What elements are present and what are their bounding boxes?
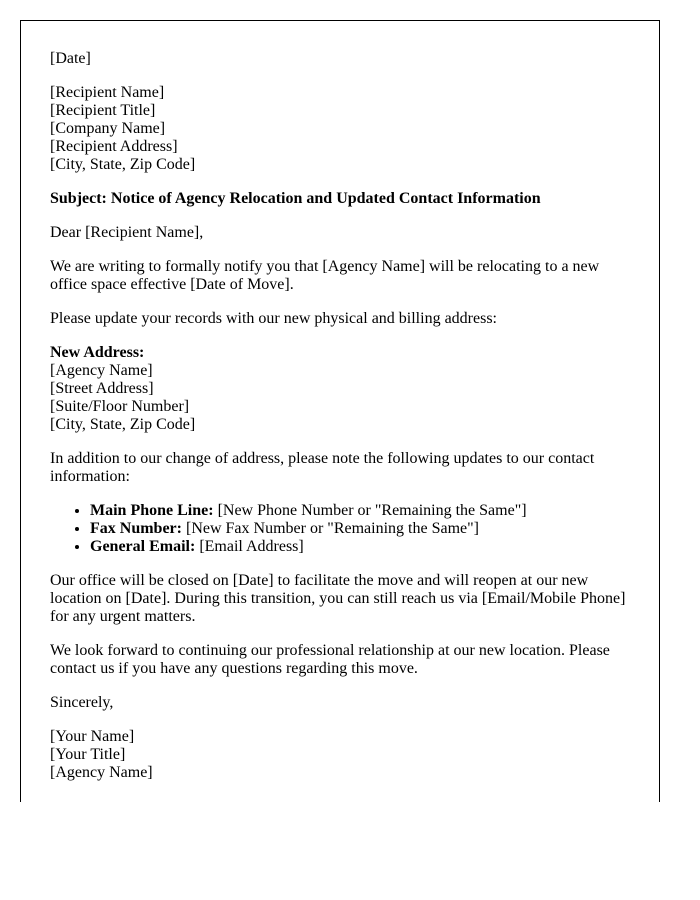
letter-date: [Date] <box>50 50 91 67</box>
recipient-company: [Company Name] <box>50 120 166 137</box>
intro-paragraph: We are writing to formally notify you that [Agency Name] will be relocating to a new office space effective [Date of Move]. <box>50 258 600 293</box>
update-request-paragraph: Please update your records with our new physical and billing address: <box>50 310 497 327</box>
contact-item-label: Fax Number: <box>90 520 182 537</box>
contact-item-fax <box>90 520 640 538</box>
new-address-suite: [Suite/Floor Number] <box>50 398 190 415</box>
signature-agency: [Agency Name] <box>50 764 153 781</box>
contact-item-phone <box>90 502 640 520</box>
new-address-street: [Street Address] <box>50 380 154 397</box>
contact-item-value: [Email Address] <box>195 538 304 555</box>
recipient-title: [Recipient Title] <box>50 102 156 119</box>
recipient-block <box>50 84 640 174</box>
signoff: Sincerely, <box>50 694 114 711</box>
closure-notice-paragraph: Our office will be closed on [Date] to facilitate the move and will reopen at our new location on [Date]. During this transition, you can still reach us via [Email/Mobile Phone] for any urgent matters. <box>50 572 626 625</box>
subject-line: Subject: Notice of Agency Relocation and Updated Contact Information <box>50 190 541 207</box>
signature-name: [Your Name] <box>50 728 135 745</box>
contact-item-label: Main Phone Line: <box>90 502 214 519</box>
new-address-agency: [Agency Name] <box>50 362 153 379</box>
recipient-name: [Recipient Name] <box>50 84 165 101</box>
contact-item-value: [New Fax Number or "Remaining the Same"] <box>181 520 479 537</box>
contact-item-label: General Email: <box>90 538 196 555</box>
contact-item-email <box>90 538 640 556</box>
new-address-heading: New Address: <box>50 344 145 361</box>
new-address-block <box>50 344 640 434</box>
letter-content <box>50 50 640 798</box>
recipient-city-state-zip: [City, State, Zip Code] <box>50 156 196 173</box>
contact-item-value: [New Phone Number or "Remaining the Same"] <box>213 502 527 519</box>
closing-paragraph: We look forward to continuing our professional relationship at our new location. Please contact us if you have any questions regarding this move. <box>50 642 610 677</box>
new-address-city-state-zip: [City, State, Zip Code] <box>50 416 196 433</box>
contact-intro-paragraph: In addition to our change of address, please note the following updates to our contact information: <box>50 450 595 485</box>
signature-block <box>50 728 640 782</box>
salutation: Dear [Recipient Name], <box>50 224 204 241</box>
contact-list <box>50 502 640 556</box>
recipient-address: [Recipient Address] <box>50 138 178 155</box>
letter-page <box>20 20 660 802</box>
signature-title: [Your Title] <box>50 746 126 763</box>
